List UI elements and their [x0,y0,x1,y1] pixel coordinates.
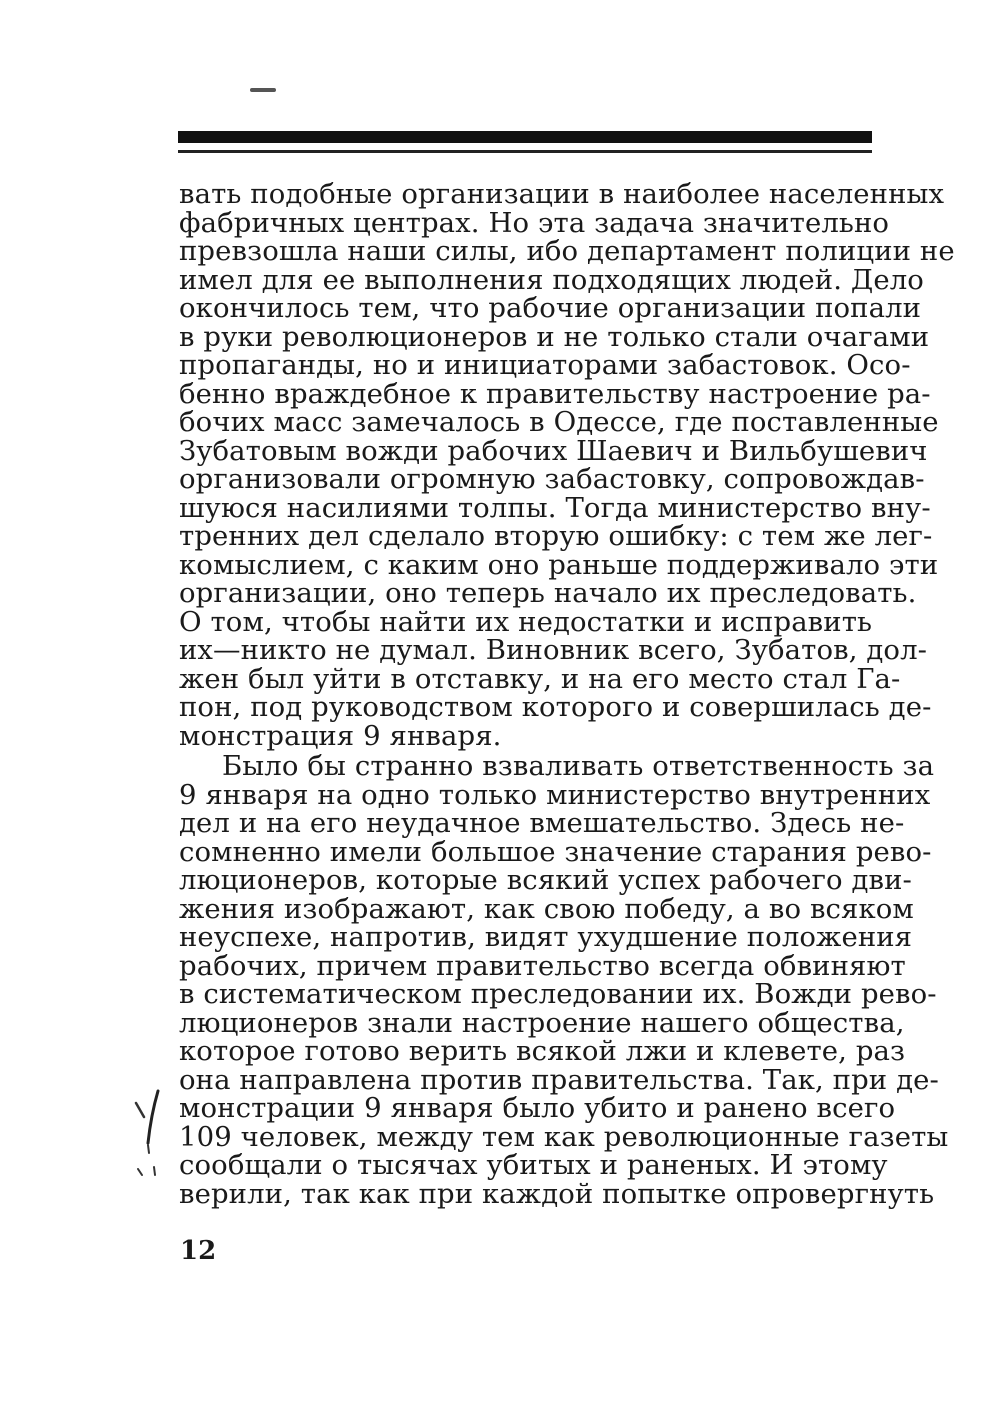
text-line: жения изображают, как свою победу, а во всяком [179,892,914,925]
text-line: пон, под руководством которого и совершилась де- [179,691,932,723]
text-line: комыслием, с каким оно раньше поддерживало эти [179,548,939,581]
text-line: сомненно имели большое значение старания рево- [179,835,932,868]
paragraph-2 [179,750,949,1210]
text-line: Было бы странно взваливать ответственность за [222,750,935,782]
text-line: бенно враждебное к правительству настроение ра- [179,377,931,410]
text-line: окончилось тем, что рабочие организации попали [179,292,922,324]
text-line: фабричных центрах. Но эта задача значительно [179,206,890,239]
handwritten-margin-mark [118,1085,178,1195]
text-line: Зубатовым вожди рабочих Шаевич и Вильбушевич [179,434,928,467]
text-line: люционеров, которые всякий успех рабочего дви- [179,864,912,896]
text-line: монстрации 9 января было убито и ранено всего [179,1092,896,1124]
print-speck [250,88,276,92]
text-line: организации, оно теперь начало их преследовать. [179,577,917,609]
body-text [179,178,955,1210]
text-line: в систематическом преследовании их. Вожди рево- [179,978,937,1010]
header-rule-thin [178,150,872,153]
text-line: которое готово верить всякой лжи и клевете, раз [179,1035,906,1067]
text-line: тренних дел сделало вторую ошибку: с тем же лег- [179,520,933,552]
text-line: монстрация 9 января. [179,719,502,752]
text-line: имел для ее выполнения подходящих людей. Дело [179,263,924,296]
text-line: люционеров знали настроение нашего общества, [179,1006,905,1039]
text-line: превзошла наши силы, ибо департамент полиции не [179,235,955,267]
header-rule-thick [178,131,872,143]
text-line: неуспехе, напротив, видят ухудшение положения [179,921,913,953]
text-line: дел и на его неудачное вмешательство. Здесь не- [179,807,905,839]
text-line: шуюся насилиями толпы. Тогда министерство вну- [179,491,931,524]
text-line: 9 января на одно только министерство внутренних [179,778,931,811]
text-line: 109 человек, между тем как революционные газеты [179,1120,949,1153]
text-line: рабочих, причем правительство всегда обвиняют [179,949,906,982]
text-line: жен был уйти в отставку, и на его место стал Га- [179,662,901,695]
text-line: верили, так как при каждой попытке опровергнуть [179,1177,935,1210]
text-line: бочих масс замечалось в Одессе, где поставленные [179,406,939,438]
page-number: 12 [180,1236,217,1266]
text-line: их—никто не думал. Виновник всего, Зубатов, дол- [179,634,928,666]
text-line: вать подобные организации в наиболее населенных [179,178,945,210]
text-line: сообщали о тысячах убитых и раненых. И этому [179,1149,888,1181]
text-line: пропаганды, но и инициаторами забастовок. Осо- [179,349,911,381]
text-line: организовали огромную забастовку, сопровождав- [179,463,925,495]
text-line: она направлена против правительства. Так, при де- [179,1063,939,1096]
text-line: О том, чтобы найти их недостатки и исправить [179,605,873,638]
paragraph-1 [179,178,955,752]
text-line: в руки революционеров и не только стали очагами [179,320,930,353]
